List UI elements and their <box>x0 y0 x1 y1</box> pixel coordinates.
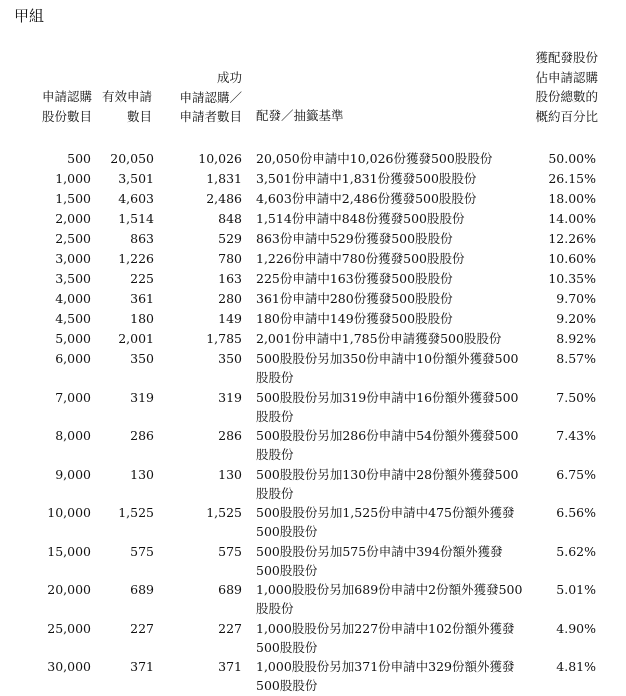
valid-applications-cell: 575 <box>130 543 154 559</box>
valid-applications-cell: 2,001 <box>118 331 154 346</box>
table-row <box>0 329 626 349</box>
header-applied-shares: 申請認購 股份數目 <box>41 89 92 124</box>
valid-applications-cell: 689 <box>130 582 154 597</box>
approx-percentage-cell: 6.56% <box>556 505 596 520</box>
table-row <box>0 542 626 581</box>
valid-applications-cell: 286 <box>130 428 154 443</box>
applied-shares-cell: 500 <box>67 151 91 166</box>
valid-applications-cell: 1,514 <box>118 211 154 226</box>
table-row <box>0 388 626 427</box>
successful-applicants-cell: 10,026 <box>198 151 242 166</box>
applied-shares-cell: 2,000 <box>55 211 91 226</box>
valid-applications-cell: 319 <box>130 389 154 405</box>
applied-shares-cell: 30,000 <box>47 659 91 674</box>
successful-applicants-cell: 350 <box>218 351 242 366</box>
successful-applicants-cell: 1,785 <box>206 331 242 346</box>
table-row <box>0 209 626 229</box>
approx-percentage-cell: 9.70% <box>556 291 596 306</box>
applied-shares-cell: 10,000 <box>47 505 91 520</box>
applied-shares-cell: 15,000 <box>47 543 91 559</box>
allocation-basis-cell: 1,514份申請中848份獲發500股股份 <box>256 211 465 226</box>
valid-applications-cell: 20,050 <box>110 151 154 166</box>
approx-percentage-cell: 6.75% <box>556 466 596 482</box>
applied-shares-cell: 25,000 <box>47 620 91 636</box>
applied-shares-cell: 1,000 <box>55 171 91 186</box>
successful-applicants-cell: 280 <box>218 291 242 306</box>
allocation-basis-cell: 1,000股股份另加689份申請中2份額外獲發500股股份 <box>256 582 523 616</box>
allocation-basis-cell: 361份申請中280份獲發500股股份 <box>256 291 453 306</box>
successful-applicants-cell: 163 <box>218 271 242 286</box>
applied-shares-cell: 6,000 <box>55 351 91 366</box>
allocation-basis-cell: 500股股份另加319份申請中16份額外獲發500股股份 <box>256 389 519 424</box>
group-title: 甲組 <box>14 7 45 25</box>
table-row <box>0 580 626 619</box>
approx-percentage-cell: 50.00% <box>548 151 596 166</box>
table-row <box>0 503 626 542</box>
allocation-basis-cell: 225份申請中163份獲發500股股份 <box>256 271 453 286</box>
approx-percentage-cell: 14.00% <box>548 211 596 226</box>
approx-percentage-cell: 10.35% <box>548 271 596 286</box>
applied-shares-cell: 4,500 <box>55 311 91 326</box>
table-row <box>0 309 626 329</box>
table-row <box>0 149 626 169</box>
header-successful-applicants: 成功 申請認購／ 申請者數目 <box>179 70 242 124</box>
allocation-basis-cell: 1,000股股份另加371份申請中329份額外獲發500股股份 <box>256 659 515 693</box>
table-row <box>0 189 626 209</box>
allocation-basis-cell: 500股股份另加350份申請中10份額外獲發500股股份 <box>256 351 519 385</box>
approx-percentage-cell: 18.00% <box>548 191 596 206</box>
allocation-basis-cell: 2,001份申請中1,785份申請獲發500股股份 <box>256 331 502 346</box>
applied-shares-cell: 7,000 <box>55 389 91 405</box>
successful-applicants-cell: 286 <box>218 428 242 443</box>
valid-applications-cell: 1,226 <box>118 251 154 266</box>
valid-applications-cell: 180 <box>130 311 154 326</box>
successful-applicants-cell: 780 <box>218 251 242 266</box>
valid-applications-cell: 863 <box>130 231 154 246</box>
applied-shares-cell: 8,000 <box>55 428 91 443</box>
approx-percentage-cell: 5.62% <box>556 543 596 559</box>
applied-shares-cell: 3,000 <box>55 251 91 266</box>
approx-percentage-cell: 4.90% <box>556 620 596 636</box>
successful-applicants-cell: 319 <box>218 389 242 405</box>
successful-applicants-cell: 1,525 <box>206 505 242 520</box>
valid-applications-cell: 225 <box>130 271 154 286</box>
successful-applicants-cell: 227 <box>218 620 242 636</box>
allocation-basis-cell: 500股股份另加286份申請中54份額外獲發500股股份 <box>256 428 519 462</box>
table-row <box>0 229 626 249</box>
successful-applicants-cell: 371 <box>218 659 242 674</box>
valid-applications-cell: 371 <box>130 659 154 674</box>
table-row <box>0 269 626 289</box>
successful-applicants-cell: 575 <box>218 543 242 559</box>
table-row <box>0 426 626 465</box>
successful-applicants-cell: 149 <box>218 311 242 326</box>
successful-applicants-cell: 529 <box>218 231 242 246</box>
applied-shares-cell: 4,000 <box>55 291 91 306</box>
allocation-basis-cell: 20,050份申請中10,026份獲發500股股份 <box>256 151 493 166</box>
allocation-basis-cell: 863份申請中529份獲發500股股份 <box>256 231 453 246</box>
valid-applications-cell: 130 <box>130 466 154 482</box>
applied-shares-cell: 20,000 <box>47 582 91 597</box>
allocation-basis-cell: 500股股份另加1,525份申請中475份額外獲發500股股份 <box>256 505 515 539</box>
valid-applications-cell: 1,525 <box>118 505 154 520</box>
applied-shares-cell: 9,000 <box>55 466 91 482</box>
table-row <box>0 657 626 696</box>
applied-shares-cell: 1,500 <box>55 191 91 206</box>
table-row <box>0 619 626 658</box>
allocation-basis-cell: 3,501份申請中1,831份獲發500股股份 <box>256 171 477 186</box>
allocation-basis-cell: 1,000股股份另加227份申請中102份額外獲發500股股份 <box>256 620 515 655</box>
allocation-basis-cell: 500股股份另加130份申請中28份額外獲發500股股份 <box>256 466 519 501</box>
applied-shares-cell: 3,500 <box>55 271 91 286</box>
approx-percentage-cell: 8.92% <box>556 331 596 346</box>
valid-applications-cell: 3,501 <box>118 171 154 186</box>
allocation-basis-cell: 500股股份另加575份申請中394份額外獲發500股股份 <box>256 543 503 578</box>
table-row <box>0 465 626 504</box>
approx-percentage-cell: 4.81% <box>556 659 596 674</box>
applied-shares-cell: 5,000 <box>55 331 91 346</box>
valid-applications-cell: 4,603 <box>118 191 154 206</box>
approx-percentage-cell: 9.20% <box>556 311 596 326</box>
allocation-basis-cell: 4,603份申請中2,486份獲發500股股份 <box>256 191 477 206</box>
table-row <box>0 249 626 269</box>
approx-percentage-cell: 10.60% <box>548 251 596 266</box>
valid-applications-cell: 227 <box>130 620 154 636</box>
successful-applicants-cell: 689 <box>218 582 242 597</box>
table-row <box>0 349 626 388</box>
successful-applicants-cell: 1,831 <box>206 171 242 186</box>
allocation-basis-cell: 1,226份申請中780份獲發500股股份 <box>256 251 465 266</box>
valid-applications-cell: 361 <box>130 291 154 306</box>
allocation-basis-cell: 180份申請中149份獲發500股股份 <box>256 311 453 326</box>
table-row <box>0 169 626 189</box>
successful-applicants-cell: 130 <box>218 466 242 482</box>
allocation-table <box>0 149 626 696</box>
header-valid-applications: 有效申請 數目 <box>101 89 152 124</box>
applied-shares-cell: 2,500 <box>55 231 91 246</box>
approx-percentage-cell: 8.57% <box>556 351 596 366</box>
header-allocation-basis: 配發／抽籤基準 <box>256 108 344 123</box>
table-row <box>0 289 626 309</box>
header-approx-percentage: 獲配發股份 佔申請認購 股份總數的 概約百分比 <box>535 50 598 124</box>
successful-applicants-cell: 2,486 <box>206 191 242 206</box>
successful-applicants-cell: 848 <box>218 211 242 226</box>
approx-percentage-cell: 12.26% <box>548 231 596 246</box>
approx-percentage-cell: 26.15% <box>548 171 596 186</box>
approx-percentage-cell: 7.50% <box>556 389 596 405</box>
valid-applications-cell: 350 <box>130 351 154 366</box>
approx-percentage-cell: 5.01% <box>556 582 596 597</box>
approx-percentage-cell: 7.43% <box>556 428 596 443</box>
